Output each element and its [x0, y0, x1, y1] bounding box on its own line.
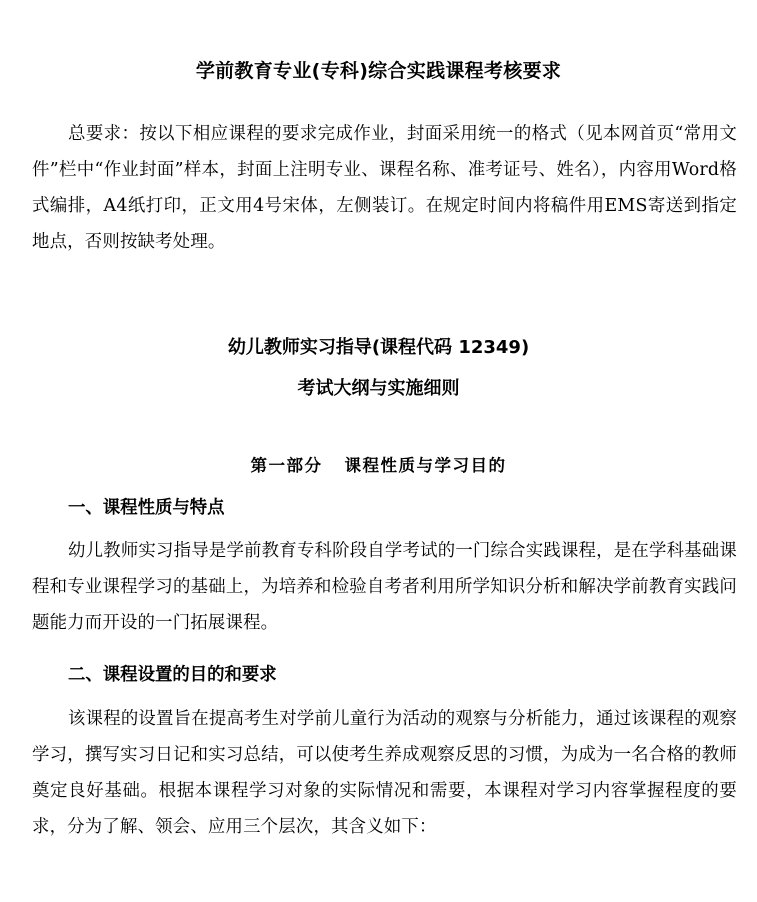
section-one-paragraph: 幼儿教师实习指导是学前教育专科阶段自学考试的一门综合实践课程，是在学科基础课程和专业课程学习的基础上，为培养和检验自考者利用所学知识分析和解决学前教育实践问题能力而开设的一门拓展课程。 — [32, 541, 737, 633]
part-one-heading — [0, 454, 757, 478]
course-subtitle: 考试大纲与实施细则 — [297, 378, 460, 399]
section-two-heading: 二、课程设置的目的和要求 — [68, 665, 277, 685]
part-one-label: 第一部分 — [250, 456, 323, 475]
general-requirement-paragraph: 总要求：按以下相应课程的要求完成作业，封面采用统一的格式（见本网首页“常用文件”栏中“作业封面”样本，封面上注明专业、课程名称、准考证号、姓名），内容用Word格式编排，A4纸打印，正文用4号宋体，左侧装订。在规定时间内将稿件用EMS寄送到指定地点，否则按缺考处理。 — [32, 124, 737, 252]
part-one-title: 课程性质与学习目的 — [344, 456, 507, 475]
course-title: 幼儿教师实习指导(课程代码 12349) — [227, 337, 530, 358]
section-one-heading: 一、课程性质与特点 — [68, 498, 225, 518]
section-two-paragraph: 该课程的设置旨在提高考生对学前儿童行为活动的观察与分析能力，通过该课程的观察学习，撰写实习日记和实习总结，可以使考生养成观察反思的习惯，为成为一名合格的教师奠定良好基础。根据本课程学习对象的实际情况和需要，本课程对学习内容掌握程度的要求，分为了解、领会、应用三个层次，其含义如下： — [32, 709, 737, 837]
document-title: 学前教育专业(专科)综合实践课程考核要求 — [195, 60, 562, 82]
